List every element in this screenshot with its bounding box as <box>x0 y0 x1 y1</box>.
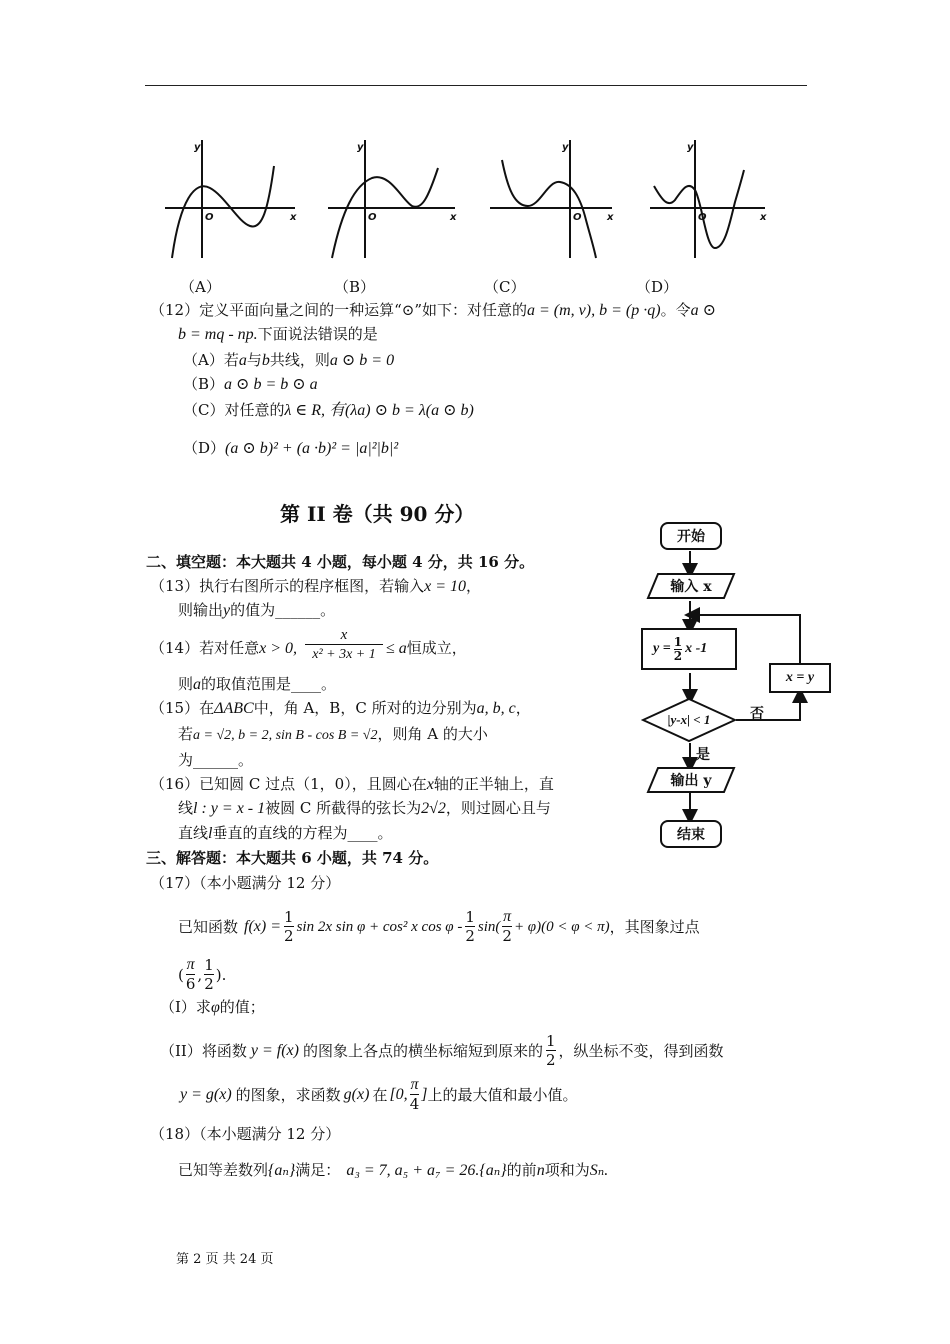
caption-c: （C） <box>484 278 526 296</box>
q17-frac-half-2: 1 2 <box>465 908 475 945</box>
flow-assign-fraction <box>674 636 682 663</box>
graph-d-y-label: y <box>687 142 694 153</box>
solve-section-header: 三、解答题：本大题共 6 小题，共 74 分。 <box>146 849 439 867</box>
q14-line2: 则a的取值范围是____。 <box>178 675 337 693</box>
q14-fraction <box>305 626 383 665</box>
q17-frac-half-1: $\frac{1}{2}$ <box>284 908 294 945</box>
q17-part2-line1: （II）将函数 y = f(x) 的图象上各点的横坐标缩短到原来的 1 2 ，纵坐标不变，得到函数 <box>160 1032 724 1069</box>
q16-line3: 直线l垂直的直线的方程为____。 <box>178 824 393 842</box>
graph-a-origin: O <box>205 212 214 223</box>
graph-b-y-label: y <box>357 142 364 153</box>
header-rule <box>145 85 807 86</box>
fill-section-header: 二、填空题：本大题共 4 小题，每小题 4 分，共 16 分。 <box>146 553 535 571</box>
q18-line1: 已知等差数列{aₙ}满足： a₃ = 7, a₅ + a₇ = 26.{aₙ}的前n项和为Sₙ. <box>178 1161 609 1179</box>
option-graphs <box>150 130 790 270</box>
flow-assign-den: 2 <box>673 648 683 663</box>
graph-a-x-label: x <box>290 212 297 223</box>
graph-d-x-label: x <box>760 212 767 223</box>
flow-assign-num: 1 <box>673 634 683 649</box>
q12-line2: b = mq - np.下面说法错误的是 <box>178 325 378 343</box>
q15-line2: 若a = √2, b = 2, sin B - cos B = √2，则角 A 的大小 <box>178 725 488 743</box>
flow-input-label: 输入 x <box>670 579 712 595</box>
flow-condition-label: |y-x| < 1 <box>667 712 711 727</box>
flow-assign-post: x -1 <box>685 641 708 656</box>
graph-d <box>650 140 765 258</box>
flow-output <box>646 766 736 794</box>
q14-line1: （14）若对任意x > 0, <box>150 639 297 657</box>
q12-option-d: （D）(a ⊙ b)² + (a ·b)² = |a|²|b|² <box>183 439 399 457</box>
flow-condition <box>641 697 737 743</box>
q12-option-c: （C）对任意的λ ∈ R, 有(λa) ⊙ b = λ(a ⊙ b) <box>183 401 474 419</box>
graph-c-y-label: y <box>562 142 569 153</box>
q17-point-line: ( π 6 , 1 2 ). <box>178 956 227 993</box>
q16-line2: 线l : y = x - 1被圆 C 所截得的弦长为2√2，则过圆心且与 <box>178 799 551 817</box>
q12-option-b: （B）a ⊙ b = b ⊙ a <box>183 375 318 393</box>
q17-frac-pi-6: π 6 <box>185 956 196 993</box>
q17-frac-half-3: 1 2 <box>204 956 214 993</box>
flow-assign-pre: y = <box>653 641 671 656</box>
flow-assign <box>641 628 737 670</box>
q14-numerator: x <box>305 626 383 645</box>
q12-option-a: （A）若a与b共线，则a ⊙ b = 0 <box>183 351 395 369</box>
q13-line2: 则输出y的值为______。 <box>178 601 336 619</box>
q13-line1: （13）执行右图所示的程序框图，若输入x = 10， <box>150 577 482 595</box>
q17-frac-pi-2: π 2 <box>502 908 512 945</box>
q17-function-line: 已知函数 f(x) = $\frac{1}{2}$ sin 2x sin φ + cos² x cos φ - 1 2 sin( π 2 + φ)(0 < φ < π) ，其图象过点 <box>178 908 700 945</box>
graph-a <box>165 140 295 258</box>
q17-part2-line2: y = g(x) 的图象，求函数 g(x) 在 [0, π 4 ] 上的最大值和最小值。 <box>180 1076 578 1113</box>
page-footer: 第 2 页 共 24 页 <box>176 1252 274 1267</box>
q17-part1: （I）求φ的值； <box>160 998 265 1016</box>
graph-c-origin: O <box>573 212 582 223</box>
flow-no-label: 否 <box>750 706 764 722</box>
graph-b-x-label: x <box>450 212 457 223</box>
flow-input <box>646 572 736 600</box>
flow-end: 结束 <box>660 820 722 848</box>
section2-title: 第 II 卷（共 90 分） <box>280 502 475 526</box>
graph-d-origin: O <box>698 212 707 223</box>
q17-frac-half-4: 1 2 <box>545 1032 556 1069</box>
caption-b: （B） <box>334 278 376 296</box>
graph-b-origin: O <box>368 212 377 223</box>
flow-update: x = y <box>769 663 831 693</box>
flow-output-label: 输出 y <box>670 773 712 789</box>
q12-line1: （12）定义平面向量之间的一种运算“⊙”如下：对任意的a = (m, v), b = (p ·q)。令a ⊙ <box>150 301 716 319</box>
q15-line1: （15）在ΔABC中，角 A，B，C 所对的边分别为a, b, c， <box>150 699 531 717</box>
graph-a-y-label: y <box>194 142 201 153</box>
graph-b <box>328 140 455 258</box>
q15-line3: 为______。 <box>178 751 254 769</box>
q17-head: （17）（本小题满分 12 分） <box>150 874 341 892</box>
q14-line1-tail: ≤ a恒成立， <box>386 639 467 657</box>
q18-head: （18）（本小题满分 12 分） <box>150 1125 341 1143</box>
caption-a: （A） <box>180 278 221 296</box>
graph-c-x-label: x <box>607 212 614 223</box>
q16-line1: （16）已知圆 C 过点（1，0），且圆心在x轴的正半轴上，直 <box>150 775 554 793</box>
graph-c <box>490 140 612 258</box>
flow-start: 开始 <box>660 522 722 550</box>
q14-denominator: x² + 3x + 1 <box>312 647 376 662</box>
caption-d: （D） <box>636 278 679 296</box>
flow-yes-label: 是 <box>696 747 710 763</box>
q17-frac-pi-4: π 4 <box>409 1076 420 1113</box>
